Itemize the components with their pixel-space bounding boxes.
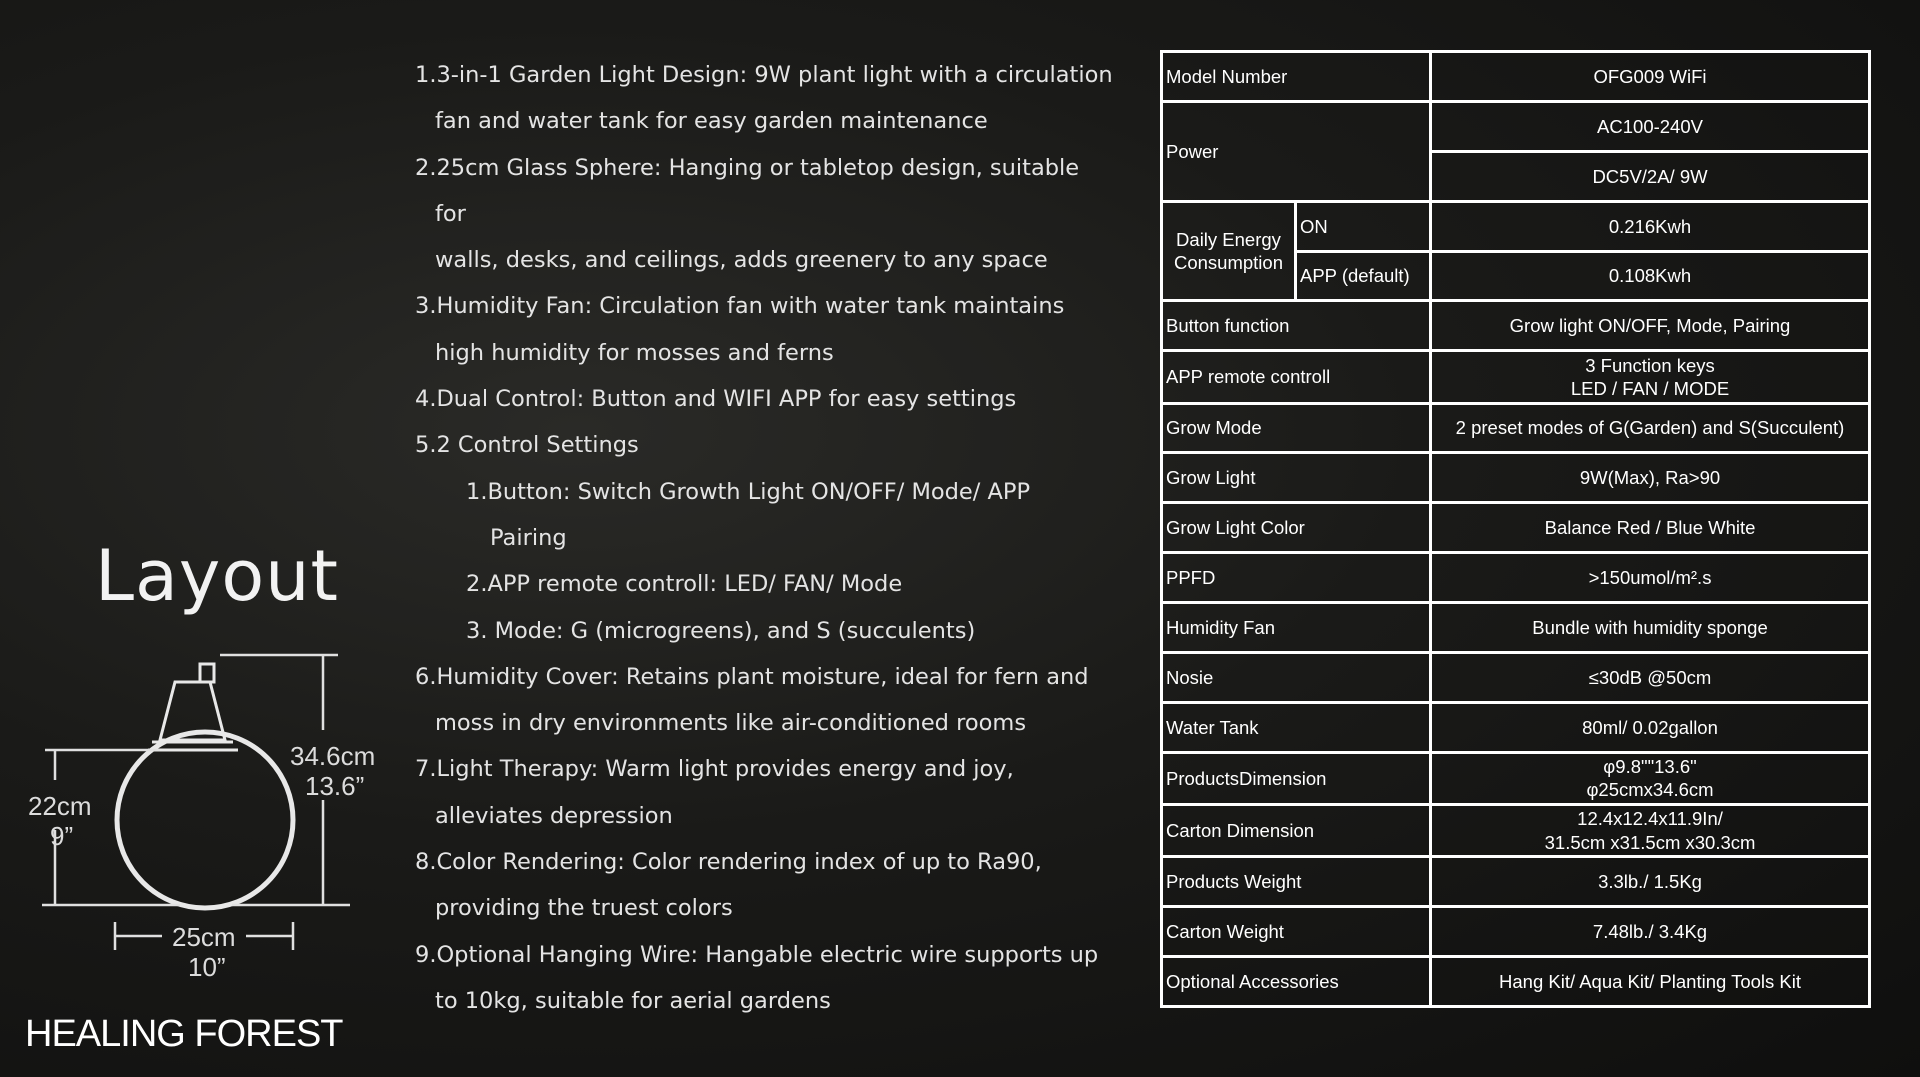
spec-value: DC5V/2A/ 9W	[1431, 151, 1870, 201]
feature-item: 9.Optional Hanging Wire: Hangable electric wire supports up to 10kg, suitable for aerial gardens	[415, 941, 1099, 1014]
spec-label: Button function	[1162, 301, 1431, 351]
sub-feature-item: 1.Button: Switch Growth Light ON/OFF/ Mode/ APP Pairing	[466, 478, 1031, 551]
height-cm-label: 34.6cm	[290, 741, 376, 771]
table-row	[1162, 907, 1870, 957]
table-row	[1162, 804, 1870, 856]
feature-item: 4.Dual Control: Button and WIFI APP for easy settings	[415, 386, 1017, 413]
spec-table	[1160, 50, 1871, 1008]
feature-item: 6.Humidity Cover: Retains plant moisture, ideal for fern and moss in dry environments like air-conditioned rooms	[415, 663, 1089, 737]
feature-item: 7.Light Therapy: Warm light provides energy and joy, alleviates depression	[415, 756, 1014, 829]
spec-value: φ9.8""13.6" φ25cmx34.6cm	[1431, 752, 1870, 804]
spec-label: ProductsDimension	[1162, 752, 1431, 804]
spec-label: Daily Energy Consumption	[1162, 201, 1296, 301]
sphere-in-label: 9”	[50, 821, 74, 851]
spec-value: AC100-240V	[1431, 101, 1870, 151]
feature-item: 3.Humidity Fan: Circulation fan with water tank maintains high humidity for mosses and ferns	[415, 293, 1065, 366]
table-row	[1162, 351, 1870, 403]
spec-value: Hang Kit/ Aqua Kit/ Planting Tools Kit	[1431, 956, 1870, 1006]
table-row	[1162, 453, 1870, 503]
spec-label: Water Tank	[1162, 702, 1431, 752]
spec-label: Carton Dimension	[1162, 804, 1431, 856]
spec-value: ≤30dB @50cm	[1431, 652, 1870, 702]
spec-value: 9W(Max), Ra>90	[1431, 453, 1870, 503]
spec-label: Products Weight	[1162, 857, 1431, 907]
spec-label: APP remote controll	[1162, 351, 1431, 403]
feature-item: 2.25cm Glass Sphere: Hanging or tabletop design, suitable for walls, desks, and ceilings, adds greenery to any space	[415, 154, 1080, 274]
feature-list	[415, 52, 1115, 1024]
table-row	[1162, 702, 1870, 752]
table-row	[1162, 956, 1870, 1006]
feature-item: 1.3-in-1 Garden Light Design: 9W plant light with a circulation fan and water tank for easy garden maintenance	[415, 62, 1113, 135]
spec-value: 12.4x12.4x11.9In/ 31.5cm x31.5cm x30.3cm	[1431, 804, 1870, 856]
spec-label: Grow Light	[1162, 453, 1431, 503]
feature-item: 8.Color Rendering: Color rendering index of up to Ra90, providing the truest colors	[415, 849, 1042, 922]
table-row	[1162, 553, 1870, 603]
spec-value: OFG009 WiFi	[1431, 52, 1870, 102]
table-row	[1162, 752, 1870, 804]
sub-feature-item: 3. Mode: G (microgreens), and S (succulents)	[466, 617, 976, 644]
spec-label: Carton Weight	[1162, 907, 1431, 957]
spec-value: 0.216Kwh	[1431, 201, 1870, 251]
spec-label: Optional Accessories	[1162, 956, 1431, 1006]
table-row	[1162, 301, 1870, 351]
spec-label: Grow Mode	[1162, 403, 1431, 453]
product-dimension-diagram	[20, 650, 390, 990]
table-row	[1162, 101, 1870, 151]
table-row	[1162, 857, 1870, 907]
hanging-hook	[200, 664, 214, 682]
spec-sublabel: ON	[1296, 201, 1431, 251]
width-cm-label: 25cm	[172, 922, 236, 952]
spec-value: Bundle with humidity sponge	[1431, 603, 1870, 653]
spec-sublabel: APP (default)	[1296, 251, 1431, 301]
layout-title: Layout	[95, 535, 339, 617]
table-row	[1162, 603, 1870, 653]
spec-label: PPFD	[1162, 553, 1431, 603]
sub-feature-item: 2.APP remote controll: LED/ FAN/ Mode	[466, 571, 903, 598]
spec-value: 80ml/ 0.02gallon	[1431, 702, 1870, 752]
brand-logo-text: HEALING FOREST	[25, 1013, 343, 1055]
spec-label: Nosie	[1162, 652, 1431, 702]
spec-value: 0.108Kwh	[1431, 251, 1870, 301]
table-row	[1162, 201, 1870, 251]
table-row	[1162, 403, 1870, 453]
spec-label: Model Number	[1162, 52, 1431, 102]
spec-value: Balance Red / Blue White	[1431, 503, 1870, 553]
spec-label: Grow Light Color	[1162, 503, 1431, 553]
spec-value: >150umol/m².s	[1431, 553, 1870, 603]
width-in-label: 10”	[188, 952, 226, 982]
table-row	[1162, 52, 1870, 102]
spec-value: 3 Function keys LED / FAN / MODE	[1431, 351, 1870, 403]
glass-sphere-outline	[117, 732, 293, 908]
spec-value: 2 preset modes of G(Garden) and S(Succulent)	[1431, 403, 1870, 453]
spec-value: 7.48lb./ 3.4Kg	[1431, 907, 1870, 957]
spec-value: Grow light ON/OFF, Mode, Pairing	[1431, 301, 1870, 351]
table-row	[1162, 652, 1870, 702]
feature-item: 5.2 Control Settings	[415, 432, 639, 459]
spec-label: Humidity Fan	[1162, 603, 1431, 653]
sphere-cm-label: 22cm	[28, 791, 92, 821]
height-in-label: 13.6”	[305, 771, 365, 801]
spec-label: Power	[1162, 101, 1431, 201]
spec-value: 3.3lb./ 1.5Kg	[1431, 857, 1870, 907]
table-row	[1162, 503, 1870, 553]
